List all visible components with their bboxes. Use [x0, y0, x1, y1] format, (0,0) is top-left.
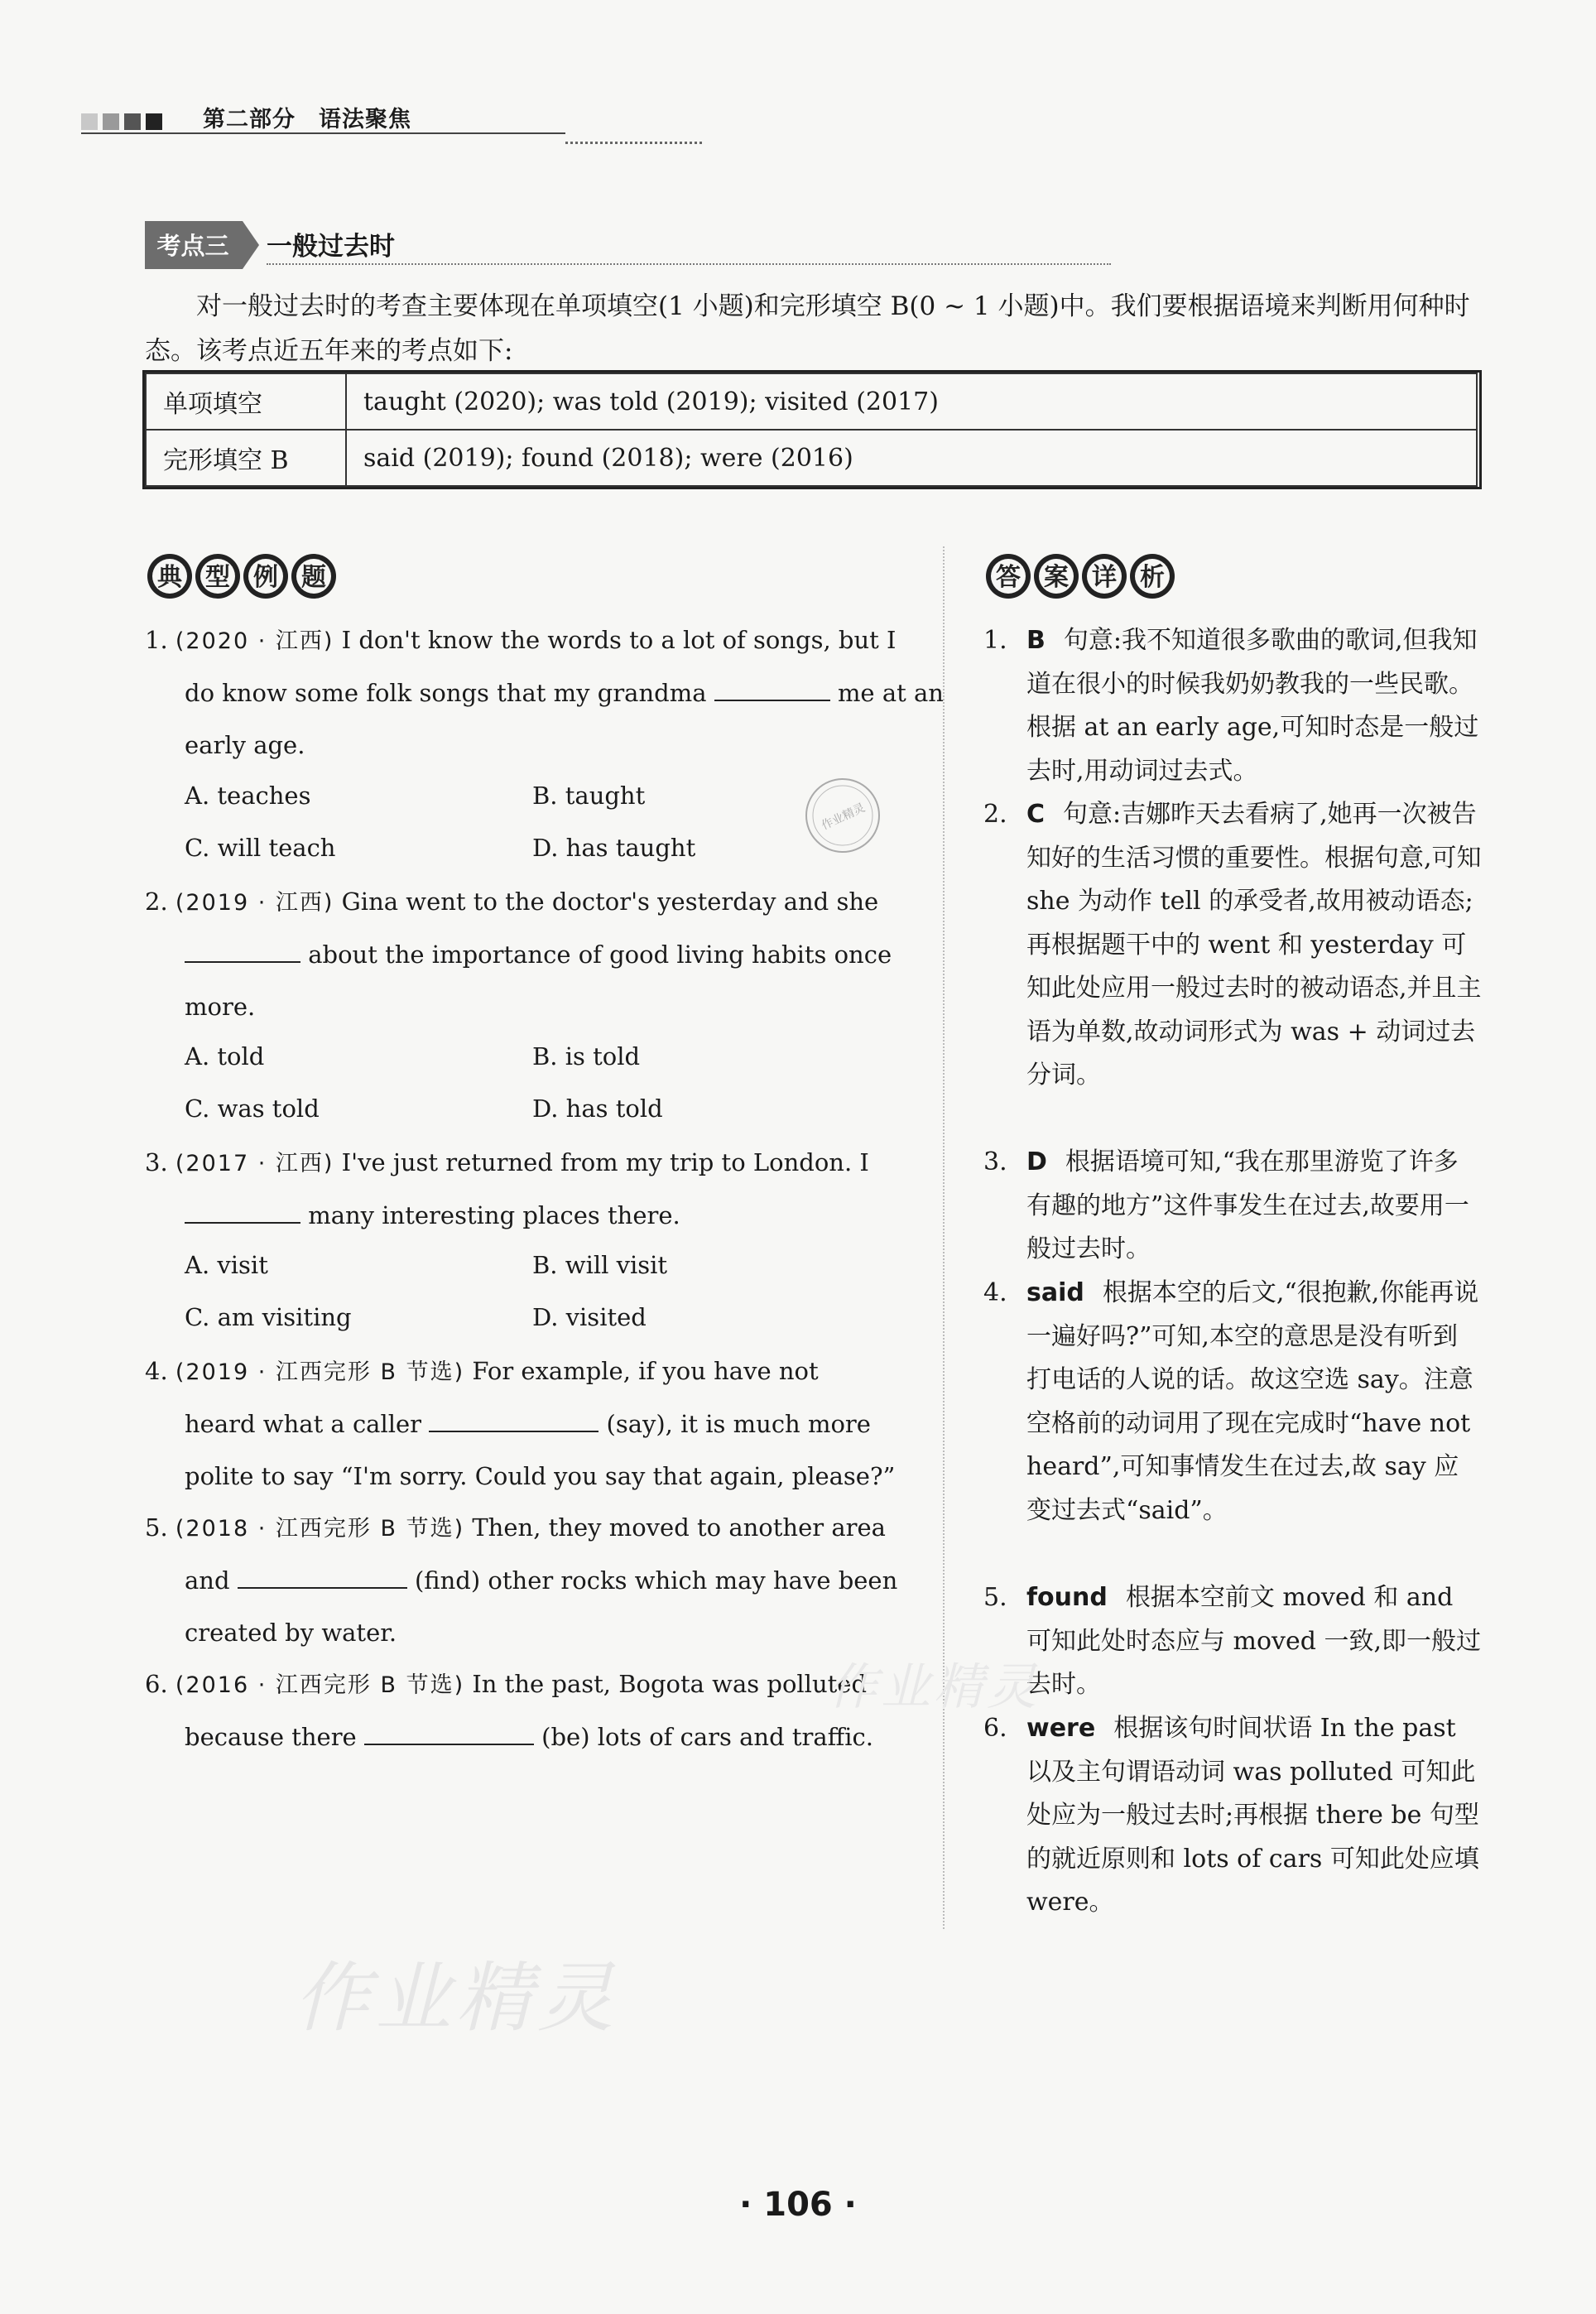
question-source: (2016 · 江西完形 B 节选): [175, 1672, 465, 1698]
watermark: 作业精灵: [294, 1954, 619, 2042]
header-rule: [81, 132, 565, 134]
question-text: In the past, Bogota was polluted: [472, 1670, 868, 1698]
question-source: (2017 · 江西): [175, 1151, 334, 1176]
question-line: [145, 614, 906, 667]
question-text: Gina went to the doctor's yesterday and she: [341, 888, 879, 916]
question-line: [145, 1398, 906, 1450]
question-line: [145, 1502, 906, 1555]
answers-heading-char: 详: [1092, 563, 1117, 592]
question-line: [145, 1658, 906, 1711]
question-text: (find) other rocks which may have been: [414, 1566, 898, 1595]
answer-blank[interactable]: [185, 1221, 300, 1224]
question-text: For example, if you have not: [472, 1357, 819, 1385]
question-text: more.: [185, 993, 256, 1021]
section-dots: [267, 263, 1111, 265]
examples-heading: [145, 551, 344, 602]
answer-text: 根据本空前文 moved 和 and 可知此处时态应与 moved 一致,即一般过去时。: [1026, 1583, 1482, 1699]
question-text: created by water.: [185, 1619, 397, 1647]
answer-key: D: [1026, 1147, 1047, 1176]
answer-item-3: [983, 1141, 1482, 1272]
table-row: [146, 373, 1477, 430]
option-c[interactable]: C. am visiting: [185, 1303, 352, 1331]
table-value: taught (2020); was told (2019); visited (2017): [346, 373, 1477, 430]
question-2: [145, 876, 906, 1033]
answer-text: 根据本空的后文,“很抱歉,你能再说一遍好吗?”可知,本空的意思是没有听到打电话的人说的话。故这空选 say。注意空格前的动词用了现在完成时“have not heard”,可知事情发生在过去,故 say 应变过去式“said”。: [1026, 1278, 1479, 1525]
question-line: [145, 929, 906, 981]
header-square: [146, 113, 162, 130]
examples-heading-char: 例: [253, 563, 278, 592]
question-line: [145, 1137, 906, 1190]
header-dots: [565, 142, 702, 144]
question-source: (2020 · 江西): [175, 628, 334, 654]
answer-number: 6.: [983, 1714, 1007, 1743]
examples-heading-char: 型: [205, 563, 230, 592]
question-text: I don't know the words to a lot of songs, but I: [341, 626, 897, 654]
header-square: [81, 113, 98, 130]
header-square: [124, 113, 141, 130]
option-a[interactable]: A. visit: [185, 1251, 268, 1279]
option-d[interactable]: D. has told: [532, 1094, 663, 1123]
answer-text: 根据语境可知,“我在那里游览了许多有趣的地方”这件事发生在过去,故要用一般过去时。: [1026, 1147, 1469, 1263]
header-squares: [81, 113, 162, 130]
question-text: do know some folk songs that my grandma: [185, 679, 707, 707]
answer-item-5: [983, 1576, 1482, 1707]
option-a[interactable]: A. teaches: [185, 782, 311, 810]
option-c[interactable]: C. was told: [185, 1094, 320, 1123]
examples-heading-char: 题: [301, 563, 326, 592]
question-number: 4.: [145, 1357, 168, 1385]
answers-heading-char: 析: [1140, 563, 1165, 592]
question-number: 3.: [145, 1148, 168, 1176]
section-tag-label: 考点三: [156, 232, 229, 260]
question-number: 5.: [145, 1513, 168, 1542]
answer-blank[interactable]: [364, 1743, 534, 1745]
answer-number: 2.: [983, 800, 1007, 829]
watermark: 作业精灵: [828, 1658, 1040, 1716]
option-b[interactable]: B. taught: [532, 782, 646, 810]
question-line: [145, 667, 944, 719]
answer-key: said: [1026, 1278, 1084, 1307]
answer-number: 4.: [983, 1278, 1007, 1307]
question-text: and: [185, 1566, 230, 1595]
option-a[interactable]: A. told: [185, 1042, 265, 1070]
answer-item-1: [983, 619, 1482, 793]
question-text: heard what a caller: [185, 1410, 422, 1438]
question-text: polite to say “I'm sorry. Could you say that again, please?”: [185, 1462, 896, 1490]
question-3: [145, 1137, 906, 1242]
answers-heading-char: 答: [996, 563, 1021, 592]
option-d[interactable]: D. has taught: [532, 834, 696, 862]
question-1: [145, 614, 944, 772]
question-source: (2019 · 江西完形 B 节选): [175, 1359, 465, 1385]
option-c[interactable]: C. will teach: [185, 834, 336, 862]
header-square: [103, 113, 119, 130]
question-text: I've just returned from my trip to London. I: [341, 1148, 869, 1176]
question-6: [145, 1658, 906, 1763]
section-intro: 对一般过去时的考查主要体现在单项填空(1 小题)和完形填空 B(0 ~ 1 小题)中。我们要根据语境来判断用何种时态。该考点近五年来的考点如下:: [145, 291, 1470, 366]
header-title: 第二部分 语法聚焦: [203, 107, 411, 132]
answer-blank[interactable]: [238, 1586, 407, 1589]
page-number: · 106 ·: [739, 2186, 857, 2224]
option-b[interactable]: B. will visit: [532, 1251, 668, 1279]
table-label: 单项填空: [146, 373, 346, 430]
answer-blank[interactable]: [429, 1430, 598, 1432]
answer-item-6: [983, 1707, 1482, 1925]
answer-text: 根据该句时间状语 In the past 以及主句谓语动词 was polluted 可知此处应为一般过去时;再根据 there be 句型的就近原则和 lots of cars 可知此处应填 were。: [1026, 1714, 1479, 1917]
answer-key: were: [1026, 1714, 1096, 1743]
examples-heading-char: 典: [157, 563, 182, 592]
answer-key: C: [1026, 800, 1046, 829]
question-text: (say), it is much more: [606, 1410, 871, 1438]
question-line: [145, 876, 906, 929]
option-b[interactable]: B. is told: [532, 1042, 641, 1070]
answer-number: 5.: [983, 1583, 1007, 1612]
question-number: 1.: [145, 626, 168, 654]
question-source: (2018 · 江西完形 B 节选): [175, 1516, 465, 1542]
answer-blank[interactable]: [714, 699, 830, 701]
question-number: 6.: [145, 1670, 168, 1698]
question-5: [145, 1502, 906, 1659]
svg-text:作业精灵: 作业精灵: [820, 801, 868, 833]
question-4: [145, 1345, 906, 1503]
question-line: [145, 1190, 906, 1242]
question-source: (2019 · 江西): [175, 890, 334, 916]
question-text: many interesting places there.: [308, 1201, 680, 1229]
option-d[interactable]: D. visited: [532, 1303, 647, 1331]
table-value: said (2019); found (2018); were (2016): [346, 430, 1477, 486]
question-text: about the importance of good living habits once: [308, 941, 892, 969]
answer-key: found: [1026, 1583, 1108, 1612]
answer-text: 句意:吉娜昨天去看病了,她再一次被告知好的生活习惯的重要性。根据句意,可知 she 为动作 tell 的承受者,故用被动语态;再根据题干中的 went 和 yesterday 可知此处应用一般过去时的被动语态,并且主语为单数,故动词形式为 was + 动词过去分词。: [1026, 800, 1482, 1090]
question-line: [145, 1345, 906, 1398]
question-number: 2.: [145, 888, 168, 916]
stamp-seal: [801, 774, 884, 857]
section-title: 一般过去时: [267, 232, 395, 262]
answer-item-4: [983, 1272, 1482, 1532]
table-label: 完形填空 B: [146, 430, 346, 486]
answers-heading: [983, 551, 1182, 602]
question-text: because there: [185, 1723, 357, 1751]
answer-item-2: [983, 793, 1482, 1098]
question-text: me at an: [837, 679, 944, 707]
answer-number: 3.: [983, 1147, 1007, 1176]
answer-number: 1.: [983, 626, 1007, 655]
question-text: Then, they moved to another area: [472, 1513, 886, 1542]
column-divider: [943, 546, 945, 1929]
question-text: (be) lots of cars and traffic.: [541, 1723, 874, 1751]
question-line: [145, 1711, 906, 1763]
section-tag: [145, 221, 261, 269]
answer-text: 句意:我不知道很多歌曲的歌词,但我知道在很小的时候我奶奶教我的一些民歌。根据 at an early age,可知时态是一般过去时,用动词过去式。: [1026, 626, 1479, 786]
table-row: [146, 430, 1477, 486]
answer-blank[interactable]: [185, 960, 300, 963]
question-line: [145, 1555, 906, 1607]
question-text: early age.: [185, 731, 305, 759]
exam-points-table: [145, 373, 1478, 487]
answers-heading-char: 案: [1044, 563, 1069, 592]
answer-key: B: [1026, 626, 1046, 655]
